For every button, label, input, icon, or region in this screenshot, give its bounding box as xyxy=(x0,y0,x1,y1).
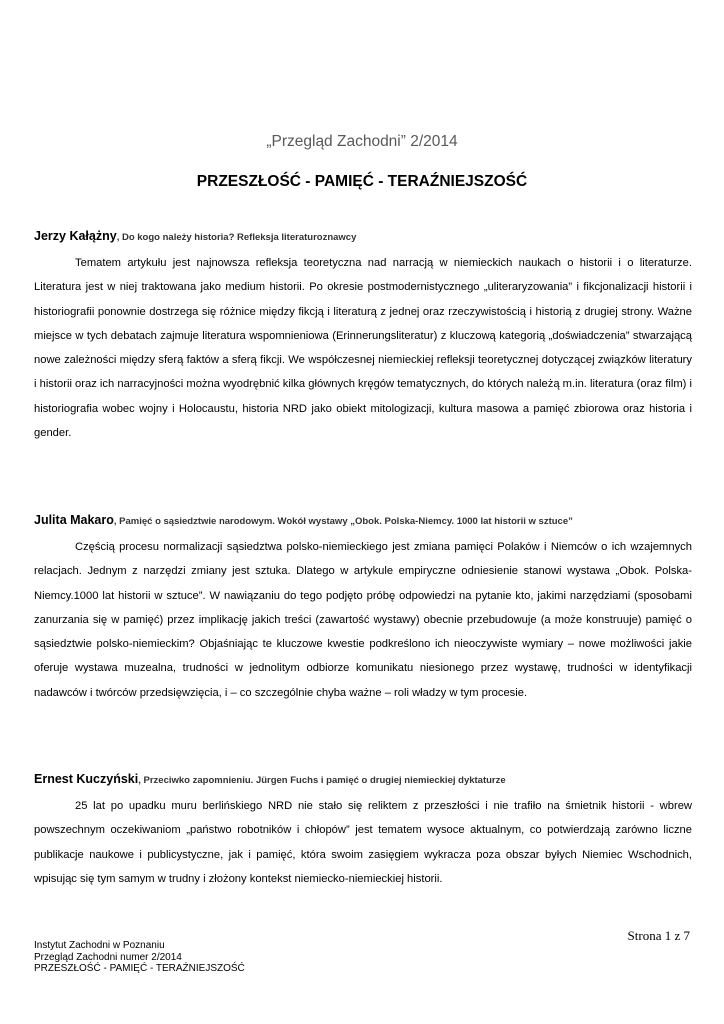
footer-institute: Instytut Zachodni w Poznaniu xyxy=(34,940,165,951)
article-author: Jerzy Kałążny xyxy=(34,229,117,243)
article-abstract: Tematem artykułu jest najnowsza refleksja teoretyczna nad narracją w niemieckich naukach o historii i o literaturze. Literatura jest w niej traktowana jako medium historii. Po okresie postmodernistycznego „uliteraryzowania” i fikcjonalizacji historii i historiografii ponownie dostrzega się różnice między fikcją i literaturą z jednej oraz rzeczywistością i historią z drugiej strony. Ważne miejsce w tych debatach zajmuje literatura wspomnieniowa (Erinnerungsliteratur) z kluczową kategorią „doświadczenia” stwarzającą nowe zależności między sferą faktów a sferą fikcji. We współczesnej niemieckiej refleksji teoretycznej dotyczącej związków literatury i historii oraz ich narracyjności można wyodrębnić kilka głównych kręgów tematycznych, do których należą m.in. literatura (oraz film) i historiografia wobec wojny i Holocaustu, historia NRD jako obiekt mitologizacji, kultura masowa a pamięć zbiorowa oraz historia i gender. xyxy=(34,257,692,440)
document-title: PRZESZŁOŚĆ - PAMIĘĆ - TERAŹNIEJSZOŚĆ xyxy=(196,173,528,190)
footer-issue: Przegląd Zachodni numer 2/2014 xyxy=(34,951,182,963)
article-subtitle: , Pamięć o sąsiedztwie narodowym. Wokół wystawy „Obok. Polska-Niemcy. 1000 lat historii w sztuce” xyxy=(113,516,573,527)
article-abstract: Częścią procesu normalizacji sąsiedztwa polsko-niemieckiego jest zmiana pamięci Polaków i Niemców o ich wzajemnych relacjach. Jednym z narzędzi zmiany jest sztuka. Dlatego w artykule empiryczne odniesienie stanowi wystawa „Obok. Polska-Niemcy.1000 lat historii w sztuce”. W nawiązaniu do tego podjęto próbę odpowiedzi na pytanie kto, jakimi narzędziami (sposobami zanurzania się w pamięć) przez implikację jakich treści (zawartość wystawy) obecnie przebudowuje (a może konstruuje) pamięć o sąsiedztwie polsko-niemieckim? Objaśniając te kluczowe kwestie podkreślono ich nieoczywiste wymiary – nowe możliwości jakie oferuje wystawa muzealna, trudności w jednolitym odbiorze komunikatu niesionego przez wystawę, trudności w identyfikacji nadawców i twórców przedsięwzięcia, i – co szczególnie chyba ważne – roli władzy w tym procesie. xyxy=(34,541,692,699)
article-byline xyxy=(34,227,692,247)
article-author: Julita Makaro xyxy=(34,513,114,527)
journal-title: „Przegląd Zachodni” 2/2014 xyxy=(266,133,458,150)
article-byline xyxy=(34,770,692,790)
article-abstract: 25 lat po upadku muru berlińskiego NRD nie stało się reliktem z przeszłości i nie trafiło na śmietnik historii - wbrew powszechnym oczekiwaniom „państwo robotników i chłopów” jest tematem wysoce aktualnym, co potwierdzają zarówno liczne publikacje naukowe i publicystyczne, jak i pamięć, która swoim zasięgiem wykracza poza obszar byłych Niemiec Wschodnich, wpisując się tym samym w trudny i złożony kontekst niemiecko-niemieckiej historii. xyxy=(34,800,692,885)
article-subtitle: , Do kogo należy historia? Refleksja literaturoznawcy xyxy=(116,232,357,243)
article-kalazny xyxy=(34,227,692,445)
page-number: Strona 1 z 7 xyxy=(627,928,690,943)
page-footer xyxy=(34,940,245,975)
footer-section-title: PRZESZŁOŚĆ - PAMIĘĆ - TERAŹNIEJSZOŚĆ xyxy=(34,963,245,974)
article-makaro xyxy=(34,511,692,705)
article-author: Ernest Kuczyński xyxy=(34,772,139,786)
article-kuczynski xyxy=(34,770,692,891)
article-byline xyxy=(34,511,692,531)
article-subtitle: , Przeciwko zapomnieniu. Jürgen Fuchs i pamięć o drugiej niemieckiej dyktaturze xyxy=(138,775,506,786)
